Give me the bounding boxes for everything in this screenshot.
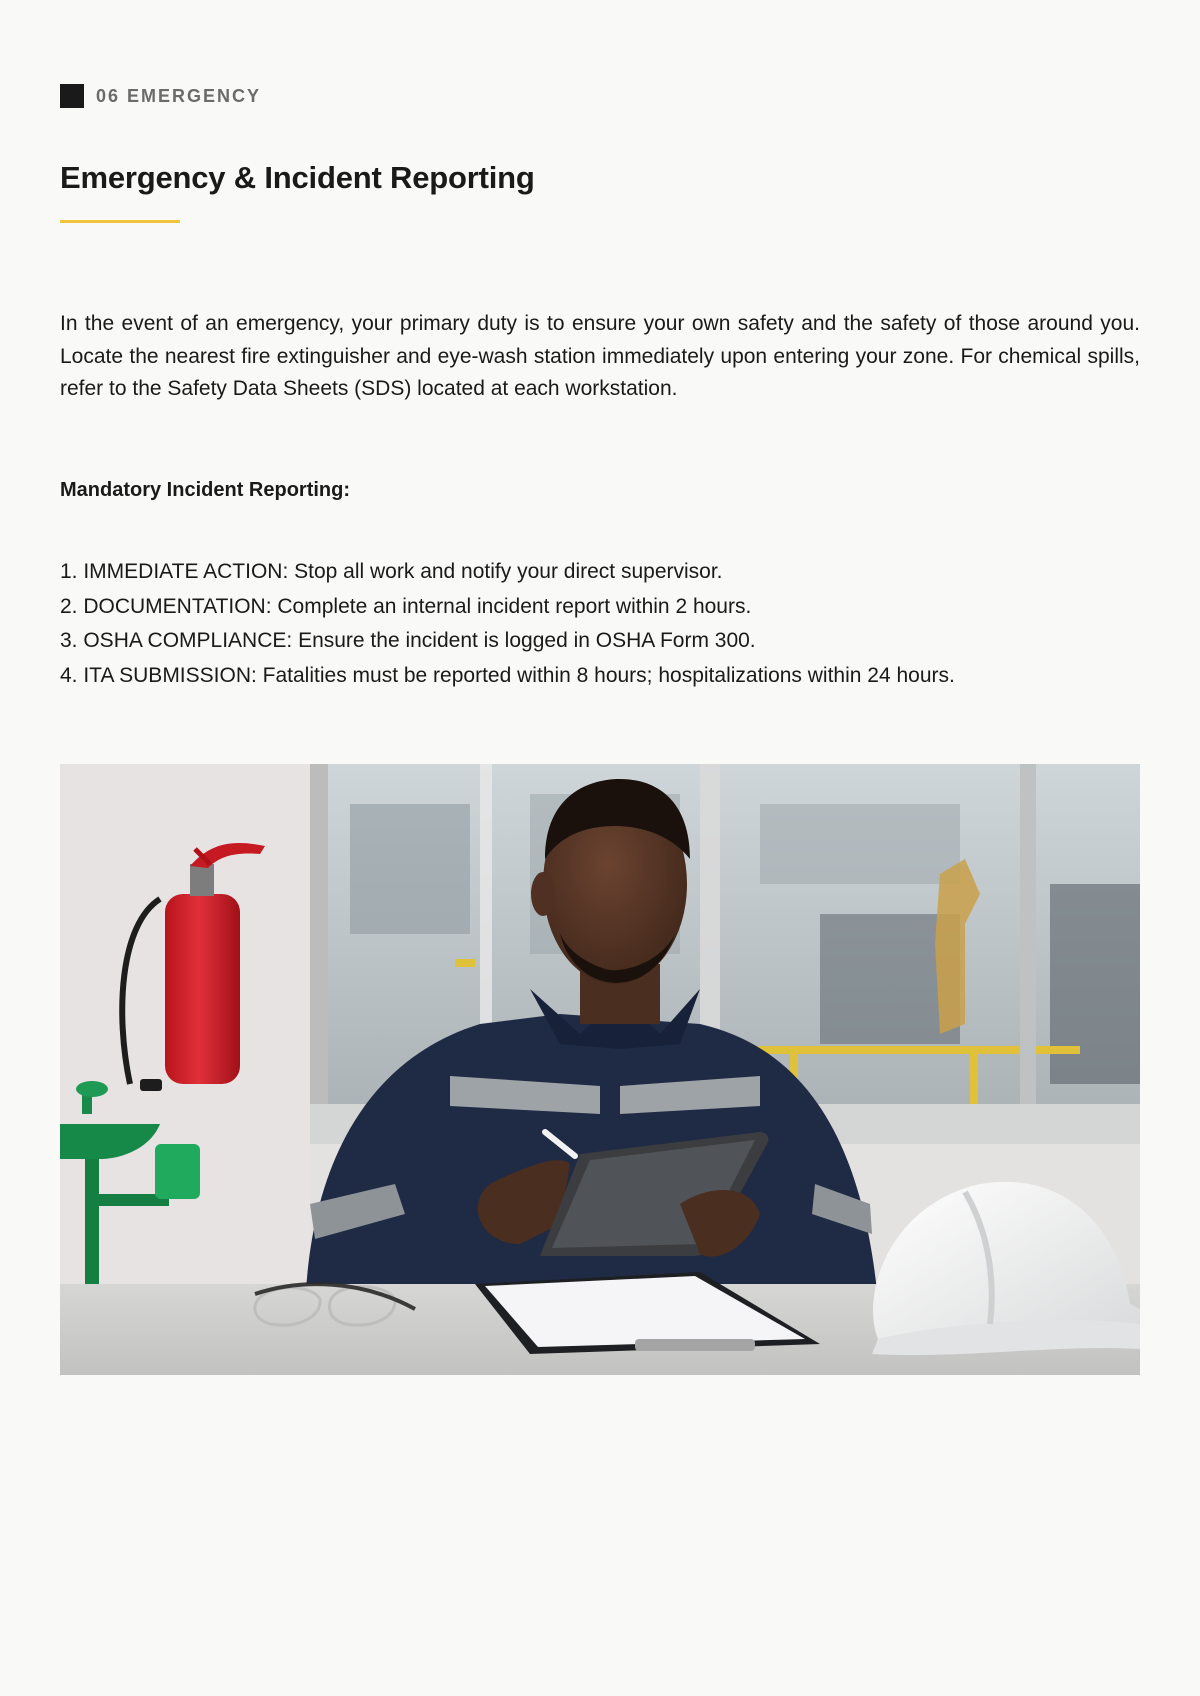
title-underline: [60, 220, 180, 223]
section-marker-square: [60, 84, 84, 108]
reporting-subheading: Mandatory Incident Reporting:: [60, 479, 350, 501]
list-item: 3. OSHA COMPLIANCE: Ensure the incident is logged in OSHA Form 300.: [60, 629, 756, 652]
intro-paragraph: In the event of an emergency, your primary duty is to ensure your own safety and the safety of those around you. Locate the nearest fire extinguisher and eye-wash station immediately upon entering your zone. For chemical spills, refer to the Safety Data Sheets (SDS) located at each workstation.: [60, 312, 1140, 400]
list-item: 4. ITA SUBMISSION: Fatalities must be reported within 8 hours; hospitalizations within 24 hours.: [60, 663, 955, 687]
reporting-steps-list: [60, 555, 955, 693]
worker-reporting-photo: [60, 764, 1140, 1375]
page-title: Emergency & Incident Reporting: [60, 160, 535, 195]
section-label: 06 EMERGENCY: [96, 85, 262, 106]
section-tag: [60, 84, 261, 108]
list-item: 2. DOCUMENTATION: Complete an internal incident report within 2 hours.: [60, 594, 752, 618]
document-page: [60, 0, 1140, 1696]
list-item: 1. IMMEDIATE ACTION: Stop all work and notify your direct supervisor.: [60, 560, 723, 583]
